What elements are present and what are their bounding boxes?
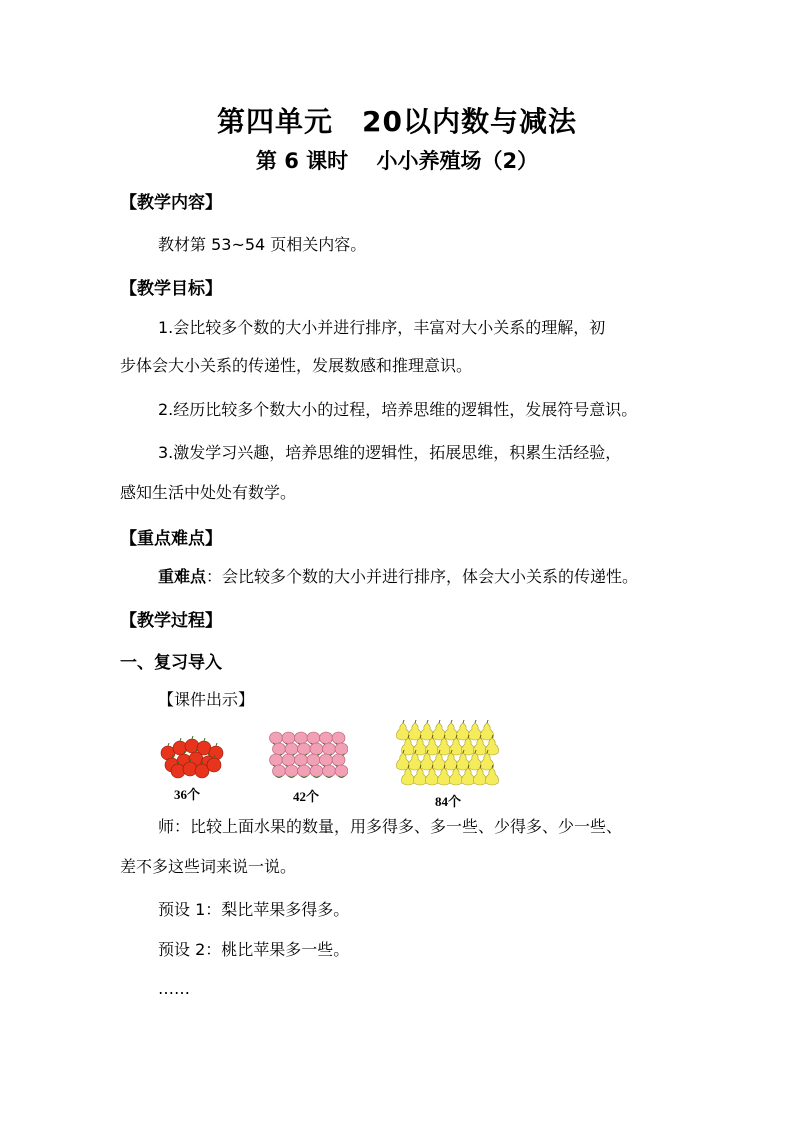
pear-shape [468,753,481,770]
peach-shape [335,743,348,755]
preset1: 预设 1：梨比苹果多得多。 [158,900,350,919]
peach-shape [273,743,286,755]
peach-shape [285,765,298,777]
peach-shape [307,754,320,766]
peach-shape [295,732,308,744]
pear-shape [420,753,433,770]
peaches-illustration [268,728,348,782]
goal1-line2: 步体会大小关系的传递性，发展数感和推理意识。 [120,356,473,375]
peach-shape [282,754,295,766]
peach-shape [332,732,345,744]
key-paragraph [158,567,638,587]
key-heading: 【重点难点】 [120,529,222,549]
peach-shape [323,743,336,755]
process-heading: 【教学过程】 [120,611,222,631]
goal3-line2: 感知生活中处处有数学。 [120,483,297,502]
pear-shape [408,723,421,740]
apple-shape [207,758,221,772]
teacher-text1: ：比较上面水果的数量，用多得多、多一些、少得多、少一些、 [174,817,623,836]
pear-shape [396,723,409,740]
peach-shape [285,743,298,755]
pear-shape [456,723,469,740]
pear-shape [444,723,457,740]
peach-shape [320,732,333,744]
pear-shape [480,753,493,770]
peach-shape [310,743,323,755]
pear-shape [444,753,457,770]
pear-shape [408,753,421,770]
peach-shape [298,743,311,755]
pear-shape [425,768,438,785]
pears-image [395,718,499,790]
pear-shape [432,753,445,770]
teacher-line1 [158,817,622,837]
goals-heading: 【教学目标】 [120,279,222,299]
pear-shape [437,768,450,785]
peach-shape [270,732,283,744]
peach-shape [270,754,283,766]
pear-shape [401,768,414,785]
apple-shape [185,739,199,753]
pear-shape [396,753,409,770]
lesson-subtitle: 第 6 课时 小小养殖场（2） [255,149,539,173]
peach-shape [295,754,308,766]
apple-shape [183,762,197,776]
ellipsis: …… [158,979,190,998]
peach-shape [310,765,323,777]
pear-shape [473,768,486,785]
goal3-line1: 3.激发学习兴趣，培养思维的逻辑性，拓展思维，积累生活经验， [158,443,622,462]
pear-shape [456,753,469,770]
peach-shape [335,765,348,777]
pear-shape [485,768,498,785]
pear-shape [413,768,426,785]
peach-shape [323,765,336,777]
peach-shape [320,754,333,766]
teacher-line2: 差不多这些词来说一说。 [120,857,297,876]
content-heading: 【教学内容】 [120,193,222,213]
apple-shape [173,741,187,755]
page-title: 第四单元 20以内数与减法 [217,105,577,138]
content-text: 教材第 53~54 页相关内容。 [158,235,367,254]
key-label: 重难点 [158,567,207,586]
pears-illustration [395,718,499,790]
pears-caption: 84个 [435,794,462,809]
pear-shape [432,723,445,740]
peach-shape [307,732,320,744]
pear-shape [461,768,474,785]
pear-shape [449,768,462,785]
peach-shape [273,765,286,777]
goal1-line1: 1.会比较多个数的大小并进行排序，丰富对大小关系的理解，初 [158,318,606,337]
peaches-caption: 42个 [293,789,320,804]
pear-shape [420,723,433,740]
peach-shape [298,765,311,777]
peaches-image [268,728,348,782]
courseware-label: 【课件出示】 [158,690,255,709]
pear-shape [468,723,481,740]
apples-image [158,733,226,779]
apples-illustration [158,733,226,779]
peach-shape [332,754,345,766]
goal2-text: 2.经历比较多个数大小的过程，培养思维的逻辑性，发展符号意识。 [158,400,638,419]
peach-shape [282,732,295,744]
preset2: 预设 2：桃比苹果多一些。 [158,940,350,959]
key-text: ：会比较多个数的大小并进行排序，体会大小关系的传递性。 [206,567,639,586]
apple-shape [171,764,185,778]
pear-shape [480,723,493,740]
apples-caption: 36个 [174,787,201,802]
teacher-label: 师 [158,817,175,836]
part1-heading: 一、复习导入 [120,653,222,673]
